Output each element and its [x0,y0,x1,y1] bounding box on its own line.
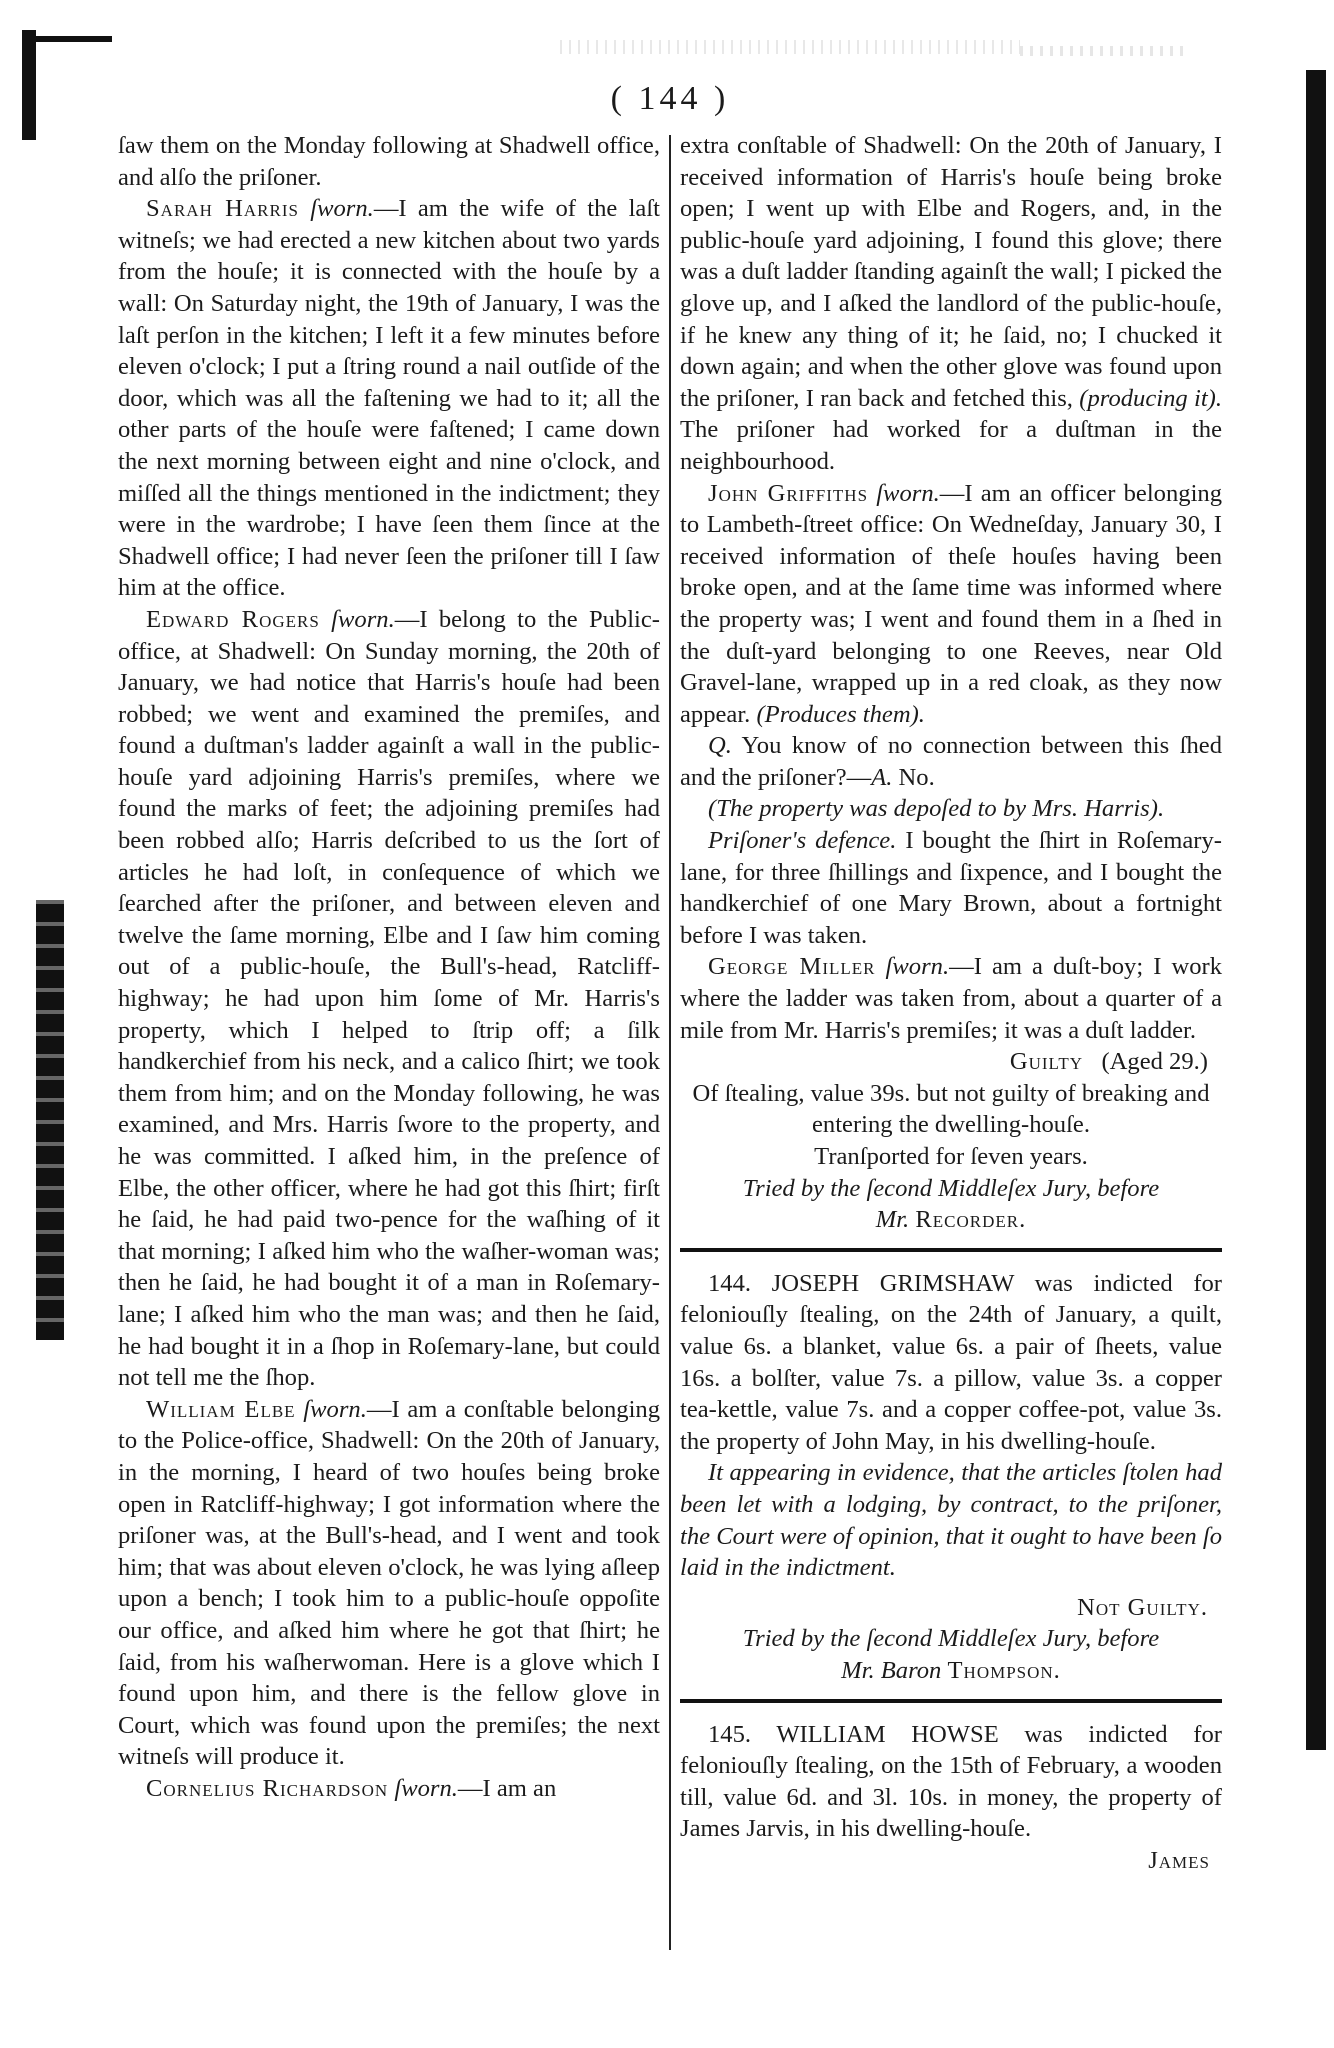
scan-edge-mark-middle [36,900,64,1340]
answer-text: No. [898,763,935,791]
judge-prefix: Mr. [875,1206,910,1234]
judge-prefix: Mr. Baron [841,1656,942,1684]
verdict-detail: Of ſtealing, value 39s. but not guilty of breaking and entering the dwelling-houſe. [692,1079,1210,1139]
sworn-label: ſworn. [310,195,374,223]
testimony-edward-rogers [118,604,660,1394]
paragraph-continuation: ſaw them on the Monday following at Shadwell office, and alſo the priſoner. [118,132,660,191]
tried-by-line: Tried by the ſecond Middleſex Jury, before [742,1625,1160,1653]
sworn-label: ſworn. [331,605,395,633]
stage-direction: (Produces them). [756,700,925,728]
testimony-george-miller [680,951,1222,1046]
verdict-guilty: Guilty [1009,1048,1083,1076]
column-divider [669,135,671,1950]
witness-name: John Griffiths [708,479,869,507]
testimony-text: extra conſtable of Shadwell: On the 20th of January, I received information of Harris's houſe being broke open; I went up with Elbe and Rogers, and, in the public-houſe yard adjoining, I found this glove; there was a duſt ladder ſtanding againſt the wall; I picked the glove up, and I aſked the landlord of the public-houſe, if he knew any thing of it; he ſaid, no; I chucked it down again; and when the other glove was found upon the priſoner, I ran back and fetched this, [680,132,1222,412]
case-number: 144. [708,1269,752,1297]
scan-edge-mark-right [1306,70,1326,1750]
sworn-label: ſworn. [876,479,940,507]
testimony-john-griffiths [680,478,1222,731]
catchword: James [1148,1846,1210,1874]
answer-mark: A. [871,763,893,791]
testimony-text: —I am the wife of the laſt witneſs; we had erected a new kitchen about two yards from the houſe; it is connected with the houſe by a wall: On Saturday night, the 19th of January, I was the laſt perſon in the kitchen; I left it a few minutes before eleven o'clock; I put a ſtring round a nail outſide of the door, which was all the faſtening we had to it; all the other parts of the houſe were faſtened; I came down the next morning between eight and nine o'clock, and miſſed all the things mentioned in the indictment; they were in the wardrobe; I have ſeen them ſince at the Shadwell office; I had never ſeen the priſoner till I ſaw him at the office. [118,195,660,602]
testimony-text: —I am an [457,1774,557,1802]
indictment-text: was indicted for feloniouſly ſtealing, on the 24th of January, a quilt, value 6s. a blanket, value 6s. a pair of ſheets, value 16s. a bolſter, value 7s. a pillow, value 3s. a copper tea-kettle, value 7s. and a copper coffee-pot, value 3s. the property of John May, in his dwelling-houſe. [680,1269,1222,1455]
defendant-name: WILLIAM HOWSE [776,1720,999,1748]
scan-noise-top [560,40,1020,54]
sentence: Tranſported for ſeven years. [814,1143,1088,1170]
prisoner-defence [680,825,1222,951]
tried-by-line: Tried by the ſecond Middleſex Jury, before [742,1174,1160,1202]
case-separator-rule [680,1699,1222,1703]
defendant-name: JOSEPH GRIMSHAW [771,1269,1014,1297]
tried-by-judge [680,1655,1222,1687]
witness-name: Cornelius Richardson [146,1774,389,1802]
witness-name: George Miller [708,953,876,981]
witness-name: Edward Rogers [146,605,320,633]
witness-name: Sarah Harris [146,195,299,223]
scan-noise-top-right [1020,46,1190,56]
defence-label: Priſoner's defence. [708,827,897,855]
case-144-evidence: It appearing in evidence, that the articles ſtolen had been let with a lodging, by contract, to the priſoner, the Court were of opinion, that it ought to have been ſo laid in the indictment. [680,1459,1222,1582]
judge-name: Recorder. [915,1206,1027,1234]
left-column [118,130,660,1804]
question-text: You know of no connection between this ſhed and the priſoner?— [680,732,1222,791]
judge-name: Thompson. [947,1656,1061,1684]
testimony-text: —I am a conſtable belonging to the Police-office, Shadwell: On the 20th of January, in the morning, I heard of two houſes being broke open in Ratcliff-highway; I got information where the priſoner was, at the Bull's-head, and I went and took him; that was about eleven o'clock, he was lying aſleep upon a bench; I took him to a public-houſe oppoſite our office, and aſked him where he got that ſhirt; he ſaid, from his waſherwoman. Here is a glove which I found upon him, and there is the fellow glove in Court, which was found upon the premiſes; the next witneſs will produce it. [118,1395,661,1771]
case-145 [680,1719,1222,1845]
property-deposed-note: (The property was depoſed to by Mrs. Harris). [708,795,1165,823]
defence-text: I bought the ſhirt in Roſemary-lane, for three ſhillings and ſixpence, and I bought the handkerchief of one Mary Brown, about a fortnight before I was taken. [680,827,1222,949]
scan-edge-mark-top [22,30,36,140]
sworn-label: ſworn. [885,953,950,981]
testimony-william-elbe [118,1394,660,1773]
testimony-text: —I belong to the Public-office, at Shadwell: On Sunday morning, the 20th of January, we had notice that Harris's houſe had been robbed; we went and examined the premiſes, and found a duſtman's ladder againſt a wall in the public-houſe yard adjoining Harris's premiſes, where we found the marks of feet; the adjoining premiſes had been robbed alſo; Harris deſcribed to us the ſort of articles he had loſt, in conſequence of which we ſearched after the priſoner, and between eleven and twelve the ſame morning, Elbe and I ſaw him coming out of a public-houſe, the Bull's-head, Ratcliff-highway; he had upon him ſome of Mr. Harris's property, which I helped to ſtrip off; a ſilk handkerchief from his neck, and a calico ſhirt; we took them from him; and on the Monday following, he was examined, and Mrs. Harris ſwore to the property, and he was committed. I aſked him, in the preſence of Elbe, the other officer, where he had got this ſhirt; firſt he ſaid, he had paid two-pence for the waſhing of it that morning; I aſked him who the waſher-woman was; then he ſaid, he had bought it of a man in Roſemary-lane; I aſked him who the man was; and then he ſaid, he had bought it in a ſhop in Roſemary-lane, but could not tell me the ſhop. [118,605,660,1392]
scan-edge-mark-top-bar [22,36,112,42]
stage-direction: (producing it). [1079,384,1223,412]
question-mark: Q. [708,732,732,760]
witness-name: William Elbe [146,1395,296,1423]
case-number: 145. [708,1720,752,1748]
right-column [680,130,1222,1876]
verdict-age: (Aged 29.) [1101,1048,1208,1076]
case-144 [680,1268,1222,1458]
testimony-cornelius-richardson [118,1773,660,1805]
paragraph-continuation [680,130,1222,478]
verdict-line [680,1046,1222,1078]
question-answer [680,730,1222,793]
verdict-not-guilty: Not Guilty. [1077,1593,1208,1621]
testimony-text: —I am an officer belonging to Lambeth-ſtreet office: On Wedneſday, January 30, I received information of theſe houſes having been broke open, and at the ſame time was informed where the property was; I went and found them in a ſhed in the duſt-yard belonging to one Reeves, near Old Gravel-lane, wrapped up in a red cloak, as they now appear. [680,479,1222,728]
testimony-text: The priſoner had worked for a duſtman in the neighbourhood. [680,416,1222,475]
page-number: ( 144 ) [610,80,730,117]
testimony-sarah-harris [118,193,660,604]
case-separator-rule [680,1248,1222,1252]
tried-by-judge [680,1204,1222,1236]
sworn-label: ſworn. [303,1395,367,1423]
indictment-text: was indicted for feloniouſly ſtealing, on the 15th of February, a wooden till, value 6d. and 3l. 10s. in money, the property of James Jarvis, in his dwelling-houſe. [680,1720,1222,1843]
testimony-text: —I am a duſt-boy; I work where the ladder was taken from, about a quarter of a mile from Mr. Harris's premiſes; it was a duſt ladder. [680,953,1222,1044]
sworn-label: ſworn. [394,1774,458,1802]
